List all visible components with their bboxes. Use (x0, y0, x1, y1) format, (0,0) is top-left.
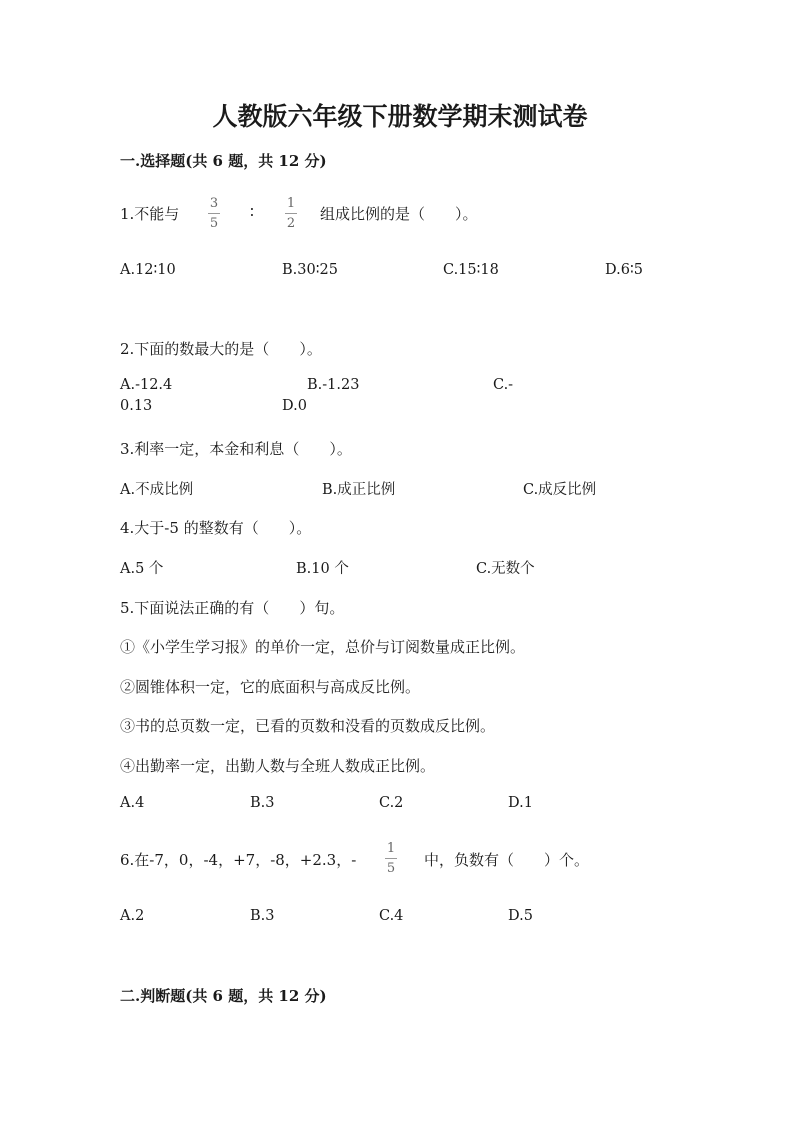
question-6-prefix: 6.在-7，0，-4，+7，-8，+2.3，- (120, 851, 357, 869)
q6-option-b: B.3 (250, 908, 275, 924)
fraction-denominator: 2 (286, 216, 296, 231)
question-1-prefix: 1.不能与 (120, 205, 180, 223)
q2-option-a: A.-12.4 (120, 377, 173, 393)
q5-statement-3: ③书的总页数一定，已看的页数和没看的页数成反比例。 (120, 717, 496, 735)
q2-option-c: C.- (493, 377, 514, 393)
q6-option-d: D.5 (508, 908, 533, 924)
q1-option-a: A.12∶10 (120, 262, 176, 278)
q1-option-d: D.6∶5 (605, 262, 643, 278)
question-2: 2.下面的数最大的是（ ）。 (120, 340, 322, 358)
q4-option-c: C.无数个 (476, 561, 535, 577)
q5-option-d: D.1 (508, 795, 533, 811)
q5-statement-2: ②圆锥体积一定，它的底面积与高成反比例。 (120, 678, 421, 696)
section-heading-judgement: 二.判断题(共 6 题，共 12 分) (120, 987, 327, 1005)
q2-option-b: B.-1.23 (307, 377, 360, 393)
fraction-numerator: 3 (209, 196, 219, 211)
fraction-numerator: 1 (286, 196, 296, 211)
q5-option-c: C.2 (379, 795, 404, 811)
q5-statement-4: ④出勤率一定，出勤人数与全班人数成正比例。 (120, 757, 436, 775)
q3-option-c: C.成反比例 (523, 482, 597, 498)
q3-option-a: A.不成比例 (120, 482, 194, 498)
page-title: 人教版六年级下册数学期末测试卷 (212, 102, 588, 131)
fraction-1-2 (285, 197, 297, 230)
fraction-denominator: 5 (209, 216, 219, 231)
q1-option-c: C.15∶18 (443, 262, 499, 278)
question-5: 5.下面说法正确的有（ ）句。 (120, 599, 345, 617)
q3-option-b: B.成正比例 (322, 482, 396, 498)
q4-option-a: A.5 个 (120, 561, 164, 577)
q2-option-c-continued: 0.13 (120, 398, 153, 414)
section-heading-choice: 一.选择题(共 6 题，共 12 分) (120, 152, 327, 170)
q6-option-c: C.4 (379, 908, 404, 924)
q5-statement-1: ①《小学生学习报》的单价一定，总价与订阅数量成正比例。 (120, 638, 526, 656)
question-1-suffix: 组成比例的是（ ）。 (320, 205, 478, 223)
fraction-1-5 (385, 842, 397, 875)
question-4: 4.大于-5 的整数有（ ）。 (120, 519, 312, 537)
fraction-denominator: 5 (386, 861, 396, 876)
q5-option-b: B.3 (250, 795, 275, 811)
question-3: 3.利率一定，本金和利息（ ）。 (120, 440, 352, 458)
question-6-suffix: 中，负数有（ ）个。 (424, 851, 590, 869)
q6-option-a: A.2 (120, 908, 145, 924)
fraction-3-5 (208, 197, 220, 230)
q1-option-b: B.30∶25 (282, 262, 338, 278)
q4-option-b: B.10 个 (296, 561, 349, 577)
ratio-colon: ∶ (250, 203, 254, 221)
q2-option-d: D.0 (282, 398, 307, 414)
q5-option-a: A.4 (120, 795, 145, 811)
fraction-numerator: 1 (386, 841, 396, 856)
